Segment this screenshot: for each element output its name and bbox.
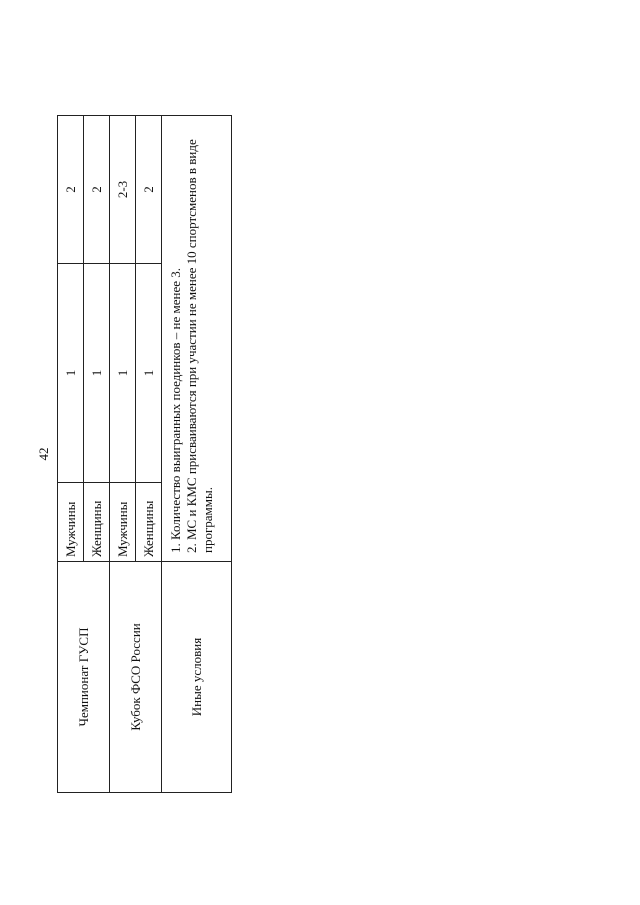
rules-table-container <box>57 115 232 793</box>
table-row <box>162 116 232 793</box>
gender-cell: Мужчины <box>58 483 84 562</box>
competition-cell: Кубок ФСО России <box>110 562 162 793</box>
value-cell: 2 <box>136 116 162 264</box>
gender-cell: Женщины <box>84 483 110 562</box>
value-cell: 1 <box>58 264 84 483</box>
value-cell: 1 <box>136 264 162 483</box>
other-conditions-notes <box>162 116 232 562</box>
page-number: 42 <box>36 447 51 461</box>
gender-cell: Женщины <box>136 483 162 562</box>
rules-table <box>57 115 232 793</box>
value-cell: 2 <box>58 116 84 264</box>
note-2: 2. МС и КМС присваиваются при участии не менее 10 спортсменов в виде программы. <box>184 139 215 553</box>
competition-cell: Чемпионат ГУСП <box>58 562 110 793</box>
value-cell: 2 <box>84 116 110 264</box>
value-cell: 2-3 <box>110 116 136 264</box>
value-cell: 1 <box>84 264 110 483</box>
gender-cell: Мужчины <box>110 483 136 562</box>
value-cell: 1 <box>110 264 136 483</box>
other-conditions-label: Иные условия <box>162 562 232 793</box>
note-1: 1. Количество выигранных поединков – не менее 3. <box>168 267 183 553</box>
table-row <box>110 116 136 793</box>
table-row <box>58 116 84 793</box>
